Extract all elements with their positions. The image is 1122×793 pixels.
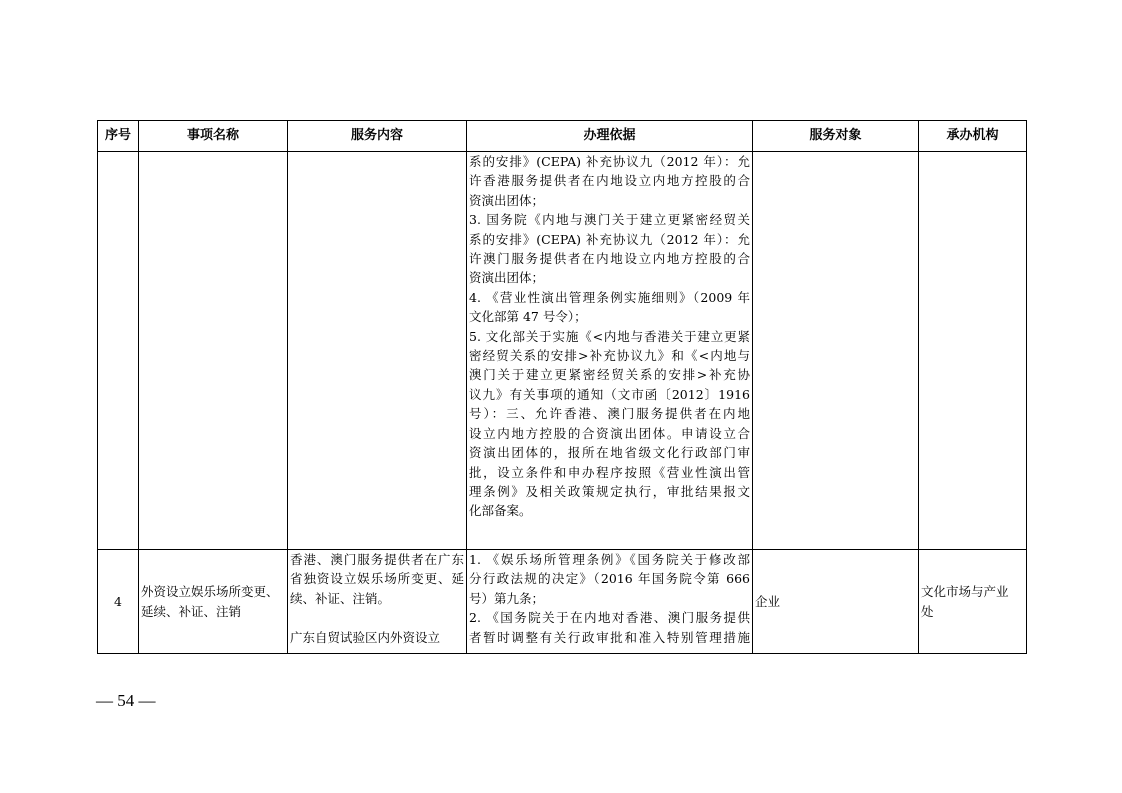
basis-line: 理条例》及相关政策规定执行，审批结果报文 <box>469 483 750 499</box>
basis-line: 号）：三、允许香港、澳门服务提供者在内地 <box>469 406 750 422</box>
basis-line: 2. 《国务院关于在内地对香港、澳门服务提供 <box>469 610 750 626</box>
cell-handling-agency <box>919 550 1027 654</box>
basis-line: 澳门关于建立更紧密经贸关系的安排>补充协 <box>469 367 750 383</box>
service-items-table <box>97 120 1027 654</box>
cell-legal-basis <box>467 550 753 654</box>
cell-agency-empty <box>919 152 1027 550</box>
header-serial-number: 序号 <box>98 121 139 152</box>
agency-line: 文化市场与产业 <box>921 584 1009 600</box>
basis-line: 化部备案。 <box>469 503 532 519</box>
header-handling-agency: 承办机构 <box>919 121 1027 152</box>
cell-legal-basis-continued <box>467 152 753 550</box>
cell-service-target: 企业 <box>753 550 919 654</box>
content-blank-line <box>290 608 464 627</box>
basis-line: 系的安排》(CEPA) 补充协议九（2012 年）：允 <box>469 231 750 247</box>
table-row-4 <box>98 550 1027 654</box>
basis-line: 资演出团体； <box>469 270 545 286</box>
basis-line: 设立内地方控股的合资演出团体。申请设立合 <box>469 425 750 441</box>
basis-line: 资演出团体； <box>469 192 545 208</box>
page-number: — 54 — <box>96 691 156 710</box>
basis-line: 许香港服务提供者在内地设立内地方控股的合 <box>469 173 750 189</box>
cell-serial-number: 4 <box>98 550 139 654</box>
basis-line: 5. 文化部关于实施《<内地与香港关于建立更紧 <box>469 328 750 344</box>
basis-line: 分行政法规的决定》（2016 年国务院令第 666 <box>469 571 750 587</box>
basis-line: 资演出团体的，报所在地省级文化行政部门审 <box>469 445 750 461</box>
header-item-name: 事项名称 <box>139 121 288 152</box>
header-service-target: 服务对象 <box>753 121 919 152</box>
cell-serial-empty <box>98 152 139 550</box>
basis-line: 者暂时调整有关行政审批和准入特别管理措施 <box>469 629 750 645</box>
basis-line: 议九》有关事项的通知（文市函〔2012〕1916 <box>469 386 750 402</box>
basis-line: 1. 《娱乐场所管理条例》《国务院关于修改部 <box>469 552 750 567</box>
cell-content-empty <box>288 152 467 550</box>
agency-line: 处 <box>921 603 934 619</box>
content-line: 省独资设立娱乐场所变更、延 <box>290 571 464 587</box>
cell-name-empty <box>139 152 288 550</box>
basis-line: 文化部第 47 号令）； <box>469 309 587 325</box>
cell-service-content <box>288 550 467 654</box>
basis-line: 密经贸关系的安排>补充协议九》和《<内地与 <box>469 348 750 364</box>
basis-line: 4. 《营业性演出管理条例实施细则》（2009 年 <box>469 289 750 305</box>
item-name-line: 外资设立娱乐场所变更、 <box>141 584 279 600</box>
content-line: 广东自贸试验区内外资设立 <box>290 629 441 645</box>
table-row-continued <box>98 152 1027 550</box>
cell-target-empty <box>753 152 919 550</box>
header-legal-basis: 办理依据 <box>467 121 753 152</box>
basis-line: 3. 国务院《内地与澳门关于建立更紧密经贸关 <box>469 212 750 228</box>
basis-line: 系的安排》(CEPA) 补充协议九（2012 年）：允 <box>469 154 750 169</box>
header-service-content: 服务内容 <box>288 121 467 152</box>
content-line: 香港、澳门服务提供者在广东 <box>290 552 464 567</box>
basis-line: 号）第九条； <box>469 590 545 606</box>
content-line: 续、补证、注销。 <box>290 590 391 606</box>
basis-line: 批，设立条件和申办程序按照《营业性演出管 <box>469 464 750 480</box>
item-name-line: 延续、补证、注销 <box>141 603 242 619</box>
basis-line: 许澳门服务提供者在内地设立内地方控股的合 <box>469 251 750 267</box>
table-header-row <box>98 121 1027 152</box>
cell-item-name <box>139 550 288 654</box>
